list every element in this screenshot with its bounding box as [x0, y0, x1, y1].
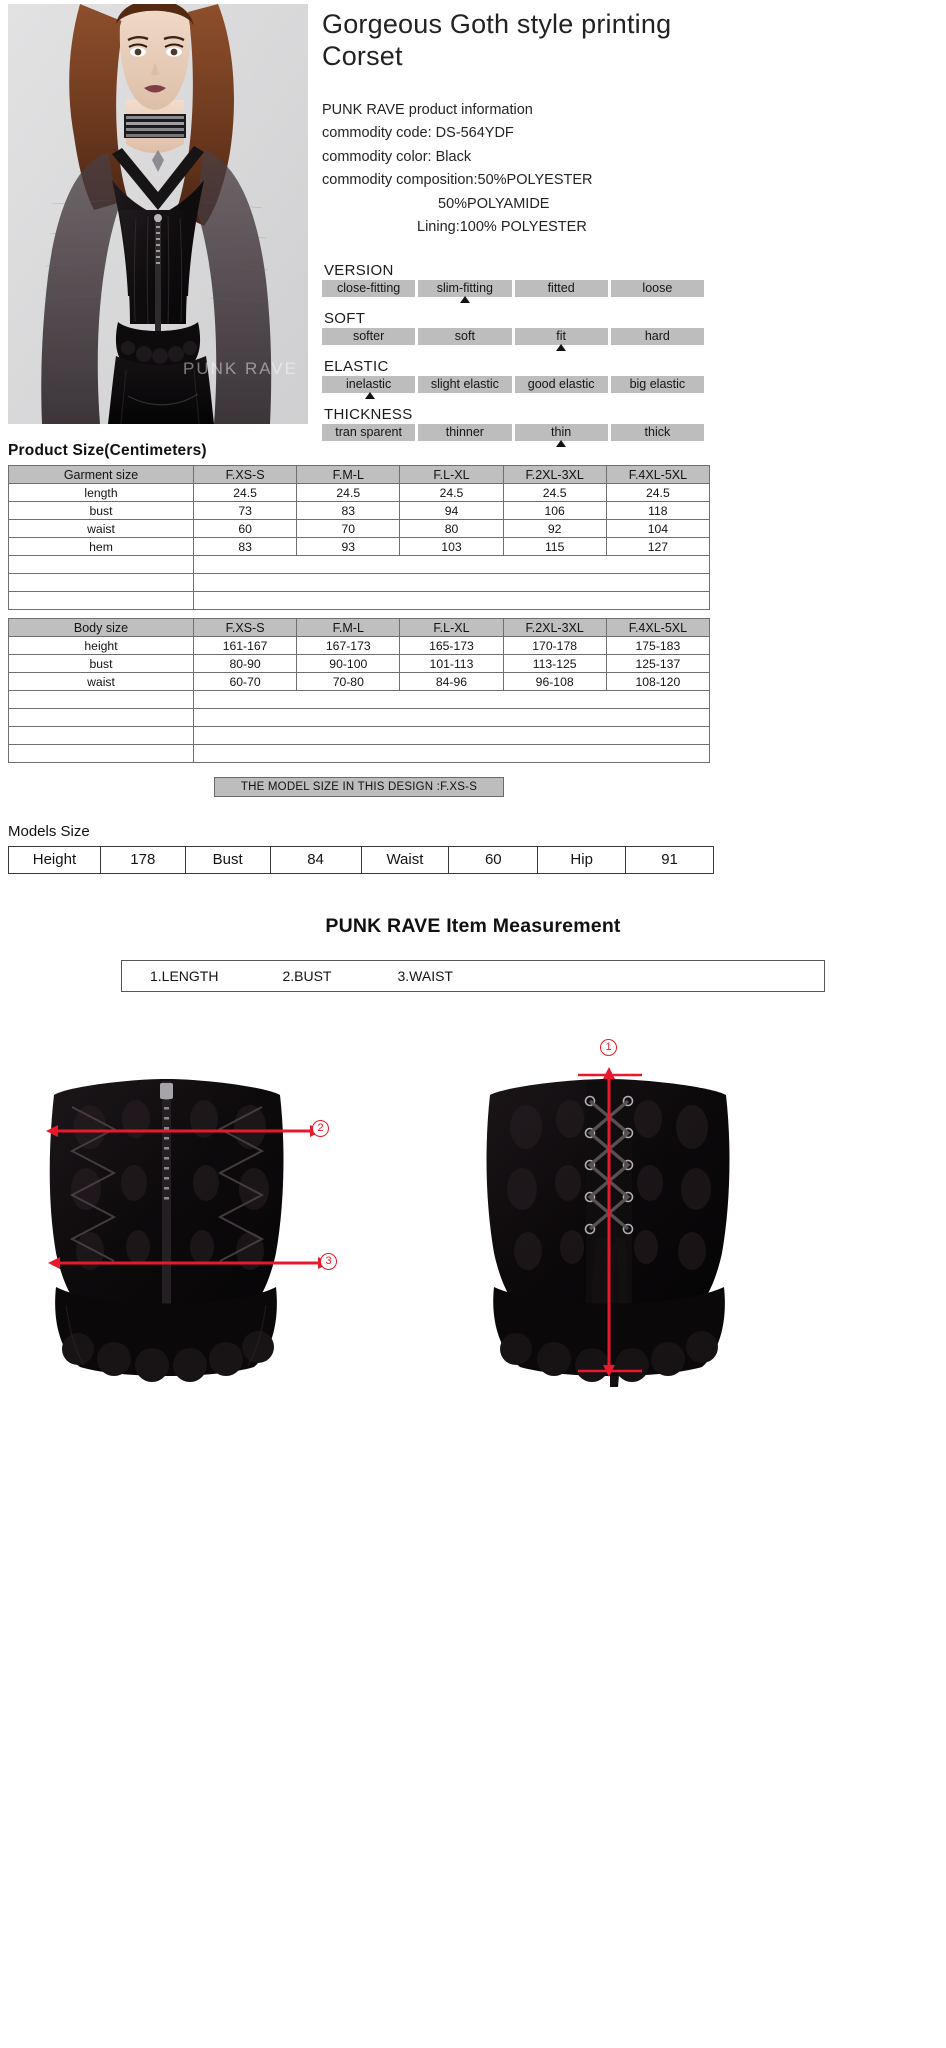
body-size-row-label: waist [9, 673, 194, 691]
body-size-cell: 161-167 [194, 637, 297, 655]
models-size-value: 84 [271, 847, 362, 873]
lining-line: Lining:100% POLYESTER [417, 219, 587, 236]
table-row [9, 538, 710, 556]
garment-size-row-label: length [9, 484, 194, 502]
garment-size-cell: 24.5 [606, 484, 709, 502]
garment-size-cell: 60 [194, 520, 297, 538]
table-row-empty [9, 574, 710, 592]
body-size-row-label: height [9, 637, 194, 655]
attribute-option[interactable]: softer [322, 328, 415, 345]
measurement-section [0, 915, 946, 1487]
attribute-option[interactable]: tran sparent [322, 424, 415, 441]
body-size-empty-cell [194, 745, 710, 763]
garment-size-column-header: F.M-L [297, 466, 400, 484]
attribute-option[interactable]: hard [611, 328, 704, 345]
body-size-cell: 125-137 [606, 655, 709, 673]
body-size-column-header: F.L-XL [400, 619, 503, 637]
table-row-empty [9, 745, 710, 763]
measurement-marker-1: 1 [600, 1039, 617, 1056]
garment-size-cell: 83 [194, 538, 297, 556]
garment-size-cell: 93 [297, 538, 400, 556]
body-size-column-header: F.XS-S [194, 619, 297, 637]
caret-up-icon [365, 392, 375, 399]
attribute-options-row [322, 376, 704, 393]
legend-item-waist: 3.WAIST [397, 968, 453, 984]
body-size-cell: 70-80 [297, 673, 400, 691]
garment-size-column-header: F.4XL-5XL [606, 466, 709, 484]
garment-size-cell: 92 [503, 520, 606, 538]
body-size-empty-label [9, 691, 194, 709]
attribute-option[interactable]: slight elastic [418, 376, 511, 393]
corset-front-diagram [18, 1057, 348, 1387]
body-size-cell: 60-70 [194, 673, 297, 691]
attribute-group-version [322, 263, 704, 307]
attribute-option[interactable]: thick [611, 424, 704, 441]
caret-up-icon [556, 344, 566, 351]
page-title: Gorgeous Goth style printing Corset [322, 9, 672, 71]
model-note-wrap [8, 777, 710, 797]
models-size-key: Bust [186, 847, 271, 873]
models-size-key: Hip [538, 847, 626, 873]
body-size-empty-label [9, 727, 194, 745]
measurement-title: PUNK RAVE Item Measurement [325, 915, 621, 937]
caret-up-icon [460, 296, 470, 303]
commodity-color-line: commodity color: Black [322, 148, 472, 165]
attribute-option[interactable]: good elastic [515, 376, 608, 393]
garment-size-column-header: F.XS-S [194, 466, 297, 484]
attribute-options-row [322, 424, 704, 441]
measurement-marker-2: 2 [312, 1120, 329, 1137]
product-size-heading-unit: (Centimeters) [104, 442, 207, 459]
models-size-value: 60 [449, 847, 538, 873]
model-photo [8, 4, 308, 424]
models-size-section [8, 823, 714, 874]
body-size-empty-cell [194, 709, 710, 727]
garment-size-empty-cell [194, 556, 710, 574]
garment-size-empty-label [9, 556, 194, 574]
body-size-cell: 175-183 [606, 637, 709, 655]
corset-back-diagram [450, 1041, 810, 1397]
body-size-cell: 84-96 [400, 673, 503, 691]
attribute-options-row [322, 280, 704, 297]
garment-size-empty-cell [194, 592, 710, 610]
body-size-section [8, 618, 710, 797]
measurement-marker-3: 3 [320, 1253, 337, 1270]
body-size-cell: 113-125 [503, 655, 606, 673]
table-row [9, 655, 710, 673]
garment-size-table [8, 465, 710, 610]
table-row-empty [9, 709, 710, 727]
models-size-key: Height [9, 847, 101, 873]
garment-size-cell: 118 [606, 502, 709, 520]
garment-size-row-label: waist [9, 520, 194, 538]
attribute-label: SOFT [324, 309, 366, 327]
body-size-table [8, 618, 710, 763]
garment-size-row-label: hem [9, 538, 194, 556]
body-size-column-header: F.4XL-5XL [606, 619, 709, 637]
legend-item-bust: 2.BUST [282, 968, 332, 984]
table-row [9, 502, 710, 520]
body-size-header-row [9, 619, 710, 637]
body-size-column-header: Body size [9, 619, 194, 637]
garment-size-cell: 103 [400, 538, 503, 556]
attribute-option[interactable]: big elastic [611, 376, 704, 393]
body-size-cell: 96-108 [503, 673, 606, 691]
body-size-row-label: bust [9, 655, 194, 673]
models-size-heading: Models Size [8, 823, 90, 840]
table-row [9, 673, 710, 691]
attribute-group-elastic [322, 359, 704, 403]
measurement-diagrams [0, 1041, 946, 1487]
product-size-heading-text: Product Size [8, 442, 105, 459]
attribute-label: VERSION [324, 261, 394, 279]
commodity-composition-line: commodity composition:50%POLYESTER [322, 172, 593, 189]
models-size-value: 178 [101, 847, 186, 873]
attribute-option[interactable]: thinner [418, 424, 511, 441]
garment-size-cell: 127 [606, 538, 709, 556]
attribute-selection-marker-row [322, 345, 704, 355]
body-size-cell: 80-90 [194, 655, 297, 673]
garment-size-empty-cell [194, 574, 710, 592]
body-size-cell: 165-173 [400, 637, 503, 655]
garment-size-column-header: F.L-XL [400, 466, 503, 484]
body-size-empty-cell [194, 727, 710, 745]
body-size-cell: 167-173 [297, 637, 400, 655]
body-size-cell: 108-120 [606, 673, 709, 691]
attribute-rating-groups [322, 263, 704, 452]
product-info-block [322, 99, 938, 240]
attribute-option[interactable]: inelastic [322, 376, 415, 393]
attribute-option[interactable]: fit [515, 328, 608, 345]
garment-size-cell: 80 [400, 520, 503, 538]
attribute-selection-marker-row [322, 393, 704, 403]
table-row-empty [9, 727, 710, 745]
table-row [9, 484, 710, 502]
garment-size-cell: 104 [606, 520, 709, 538]
product-header [0, 0, 946, 440]
garment-size-empty-label [9, 574, 194, 592]
garment-size-header-row [9, 466, 710, 484]
garment-size-cell: 24.5 [194, 484, 297, 502]
garment-size-column-header: F.2XL-3XL [503, 466, 606, 484]
attribute-group-soft [322, 311, 704, 355]
measurement-legend [121, 960, 825, 992]
models-size-key: Waist [362, 847, 450, 873]
garment-size-cell: 83 [297, 502, 400, 520]
attribute-options-row [322, 328, 704, 345]
table-row-empty [9, 691, 710, 709]
product-size-heading [8, 442, 710, 460]
attribute-label: ELASTIC [324, 358, 389, 375]
attribute-option[interactable]: close-fitting [322, 280, 415, 297]
garment-size-cell: 24.5 [503, 484, 606, 502]
body-size-empty-label [9, 745, 194, 763]
body-size-column-header: F.2XL-3XL [503, 619, 606, 637]
attribute-option[interactable]: soft [418, 328, 511, 345]
garment-size-cell: 106 [503, 502, 606, 520]
garment-size-cell: 94 [400, 502, 503, 520]
attribute-option[interactable]: fitted [515, 280, 608, 297]
body-size-empty-cell [194, 691, 710, 709]
garment-size-cell: 70 [297, 520, 400, 538]
commodity-code-line: commodity code: DS-564YDF [322, 125, 514, 142]
product-size-section [8, 442, 710, 610]
legend-item-length: 1.LENGTH [150, 968, 219, 984]
garment-size-cell: 115 [503, 538, 606, 556]
attribute-option[interactable]: slim-fitting [418, 280, 511, 297]
attribute-label: THICKNESS [324, 406, 413, 424]
attribute-selection-marker-row [322, 297, 704, 307]
model-size-note: THE MODEL SIZE IN THIS DESIGN :F.XS-S [214, 777, 504, 797]
body-size-empty-label [9, 709, 194, 727]
body-size-cell: 170-178 [503, 637, 606, 655]
models-size-value: 91 [661, 851, 678, 868]
garment-size-row-label: bust [9, 502, 194, 520]
garment-size-empty-label [9, 592, 194, 610]
attribute-option[interactable]: thin [515, 424, 608, 441]
table-row [9, 520, 710, 538]
attribute-option[interactable]: loose [611, 280, 704, 297]
garment-size-cell: 24.5 [400, 484, 503, 502]
table-row [9, 637, 710, 655]
table-row-empty [9, 592, 710, 610]
commodity-composition-line-2: 50%POLYAMIDE [438, 195, 550, 212]
body-size-cell: 90-100 [297, 655, 400, 673]
watermark: PUNK RAVE [183, 359, 298, 378]
garment-size-cell: 73 [194, 502, 297, 520]
body-size-column-header: F.M-L [297, 619, 400, 637]
garment-size-cell: 24.5 [297, 484, 400, 502]
brand-info-line: PUNK RAVE product information [322, 101, 533, 118]
table-row-empty [9, 556, 710, 574]
body-size-cell: 101-113 [400, 655, 503, 673]
garment-size-column-header: Garment size [9, 466, 194, 484]
models-size-strip [8, 846, 714, 874]
